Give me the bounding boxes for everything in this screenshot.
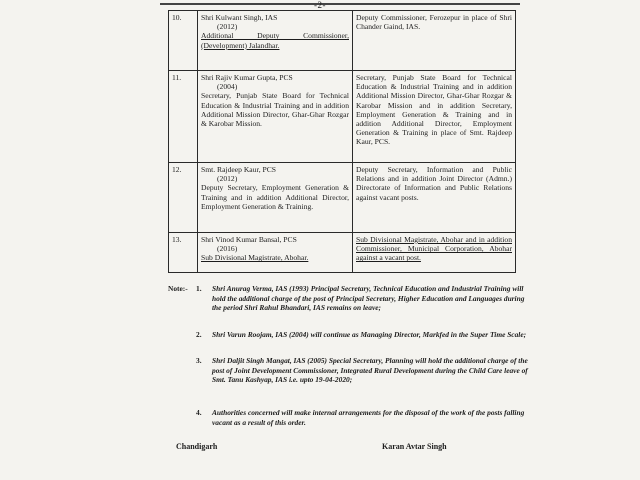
note-item [196, 408, 528, 427]
note-item [196, 284, 528, 313]
serial-number: 12. [169, 163, 198, 233]
officer-name: Smt. Rajdeep Kaur, PCS [201, 165, 276, 174]
table-row [169, 11, 516, 71]
officer-batch-year: (2012) [217, 22, 238, 32]
note-text: Shri Daljit Singh Mangat, IAS (2005) Special Secretary, Planning will hold the additional charge of the post of Joint Development Commissioner, Integrated Rural Development during the Child Care leave of Smt. Tanu Kashyap, IAS i.e. upto 19-04-2020; [212, 356, 528, 385]
note-text: Authorities concerned will make internal arrangements for the disposal of the work of the posts falling vacant as a result of this order. [212, 408, 525, 427]
officer-cell [198, 233, 353, 273]
page-number: -2- [314, 0, 326, 10]
note-number: 2. [196, 330, 202, 339]
officer-cell [198, 11, 353, 71]
officer-batch-year: (2004) [217, 82, 238, 92]
serial-number: 11. [169, 71, 198, 163]
officer-batch-year: (2012) [217, 174, 238, 184]
note-number: 1. [196, 284, 202, 293]
table-row [169, 163, 516, 233]
officer-name: Shri Rajiv Kumar Gupta, PCS [201, 73, 293, 82]
officer-batch-year: (2016) [217, 244, 238, 254]
note-item [196, 330, 528, 340]
new-posting: Deputy Secretary, Information and Public Relations and in addition Joint Director (Admn.) Directorate of Information and Public Relations against vacant posts. [353, 163, 516, 233]
new-posting: Deputy Commissioner, Ferozepur in place of Shri Chander Gaind, IAS. [353, 11, 516, 71]
officer-cell [198, 71, 353, 163]
signatory-name: Karan Avtar Singh [382, 442, 447, 451]
officer-cell [198, 163, 353, 233]
serial-number: 13. [169, 233, 198, 273]
place-of-issue: Chandigarh [176, 442, 218, 451]
note-text: Shri Varun Roojam, IAS (2004) will continue as Managing Director, Markfed in the Super Time Scale; [212, 330, 527, 339]
transfer-orders-table [168, 10, 516, 273]
serial-number: 10. [169, 11, 198, 71]
current-post: Secretary, Punjab State Board for Technical Education & Industrial Training and in addition Additional Mission Director, Ghar-Ghar Rozgar & Karobar Mission. [201, 91, 349, 129]
note-text: Shri Anurag Verma, IAS (1993) Principal Secretary, Technical Education and Industrial Training will hold the additional charge of the post of Principal Secretary, Higher Education and Languages during the period Shri Rahul Bhandari, IAS remains on leave; [212, 284, 525, 313]
table-row [169, 233, 516, 273]
new-posting: Sub Divisional Magistrate, Abohar and in addition Commissioner, Municipal Corporation, Abohar against a vacant post. [353, 233, 516, 273]
table-row [169, 71, 516, 163]
new-posting: Secretary, Punjab State Board for Technical Education & Industrial Training and in addition Additional Mission Director, Ghar-Ghar Rozgar & Karobar Mission and in addition Secretary, Employment Generation & Training and in addition Additional Director, Employment Generation & Training in place of Smt. Rajdeep Kaur, PCS. [353, 71, 516, 163]
current-post: Sub Divisional Magistrate, Abohar. [201, 253, 309, 263]
current-post: Additional Deputy Commissioner, (Development) Jalandhar. [201, 31, 349, 50]
note-item [196, 356, 528, 385]
current-post: Deputy Secretary, Employment Generation & Training and in addition Additional Director, Employment Generation & Training. [201, 183, 349, 211]
note-label: Note:- [168, 284, 188, 293]
officer-name: Shri Vinod Kumar Bansal, PCS [201, 235, 297, 244]
note-number: 4. [196, 408, 202, 417]
officer-name: Shri Kulwant Singh, IAS [201, 13, 278, 22]
note-number: 3. [196, 356, 202, 365]
